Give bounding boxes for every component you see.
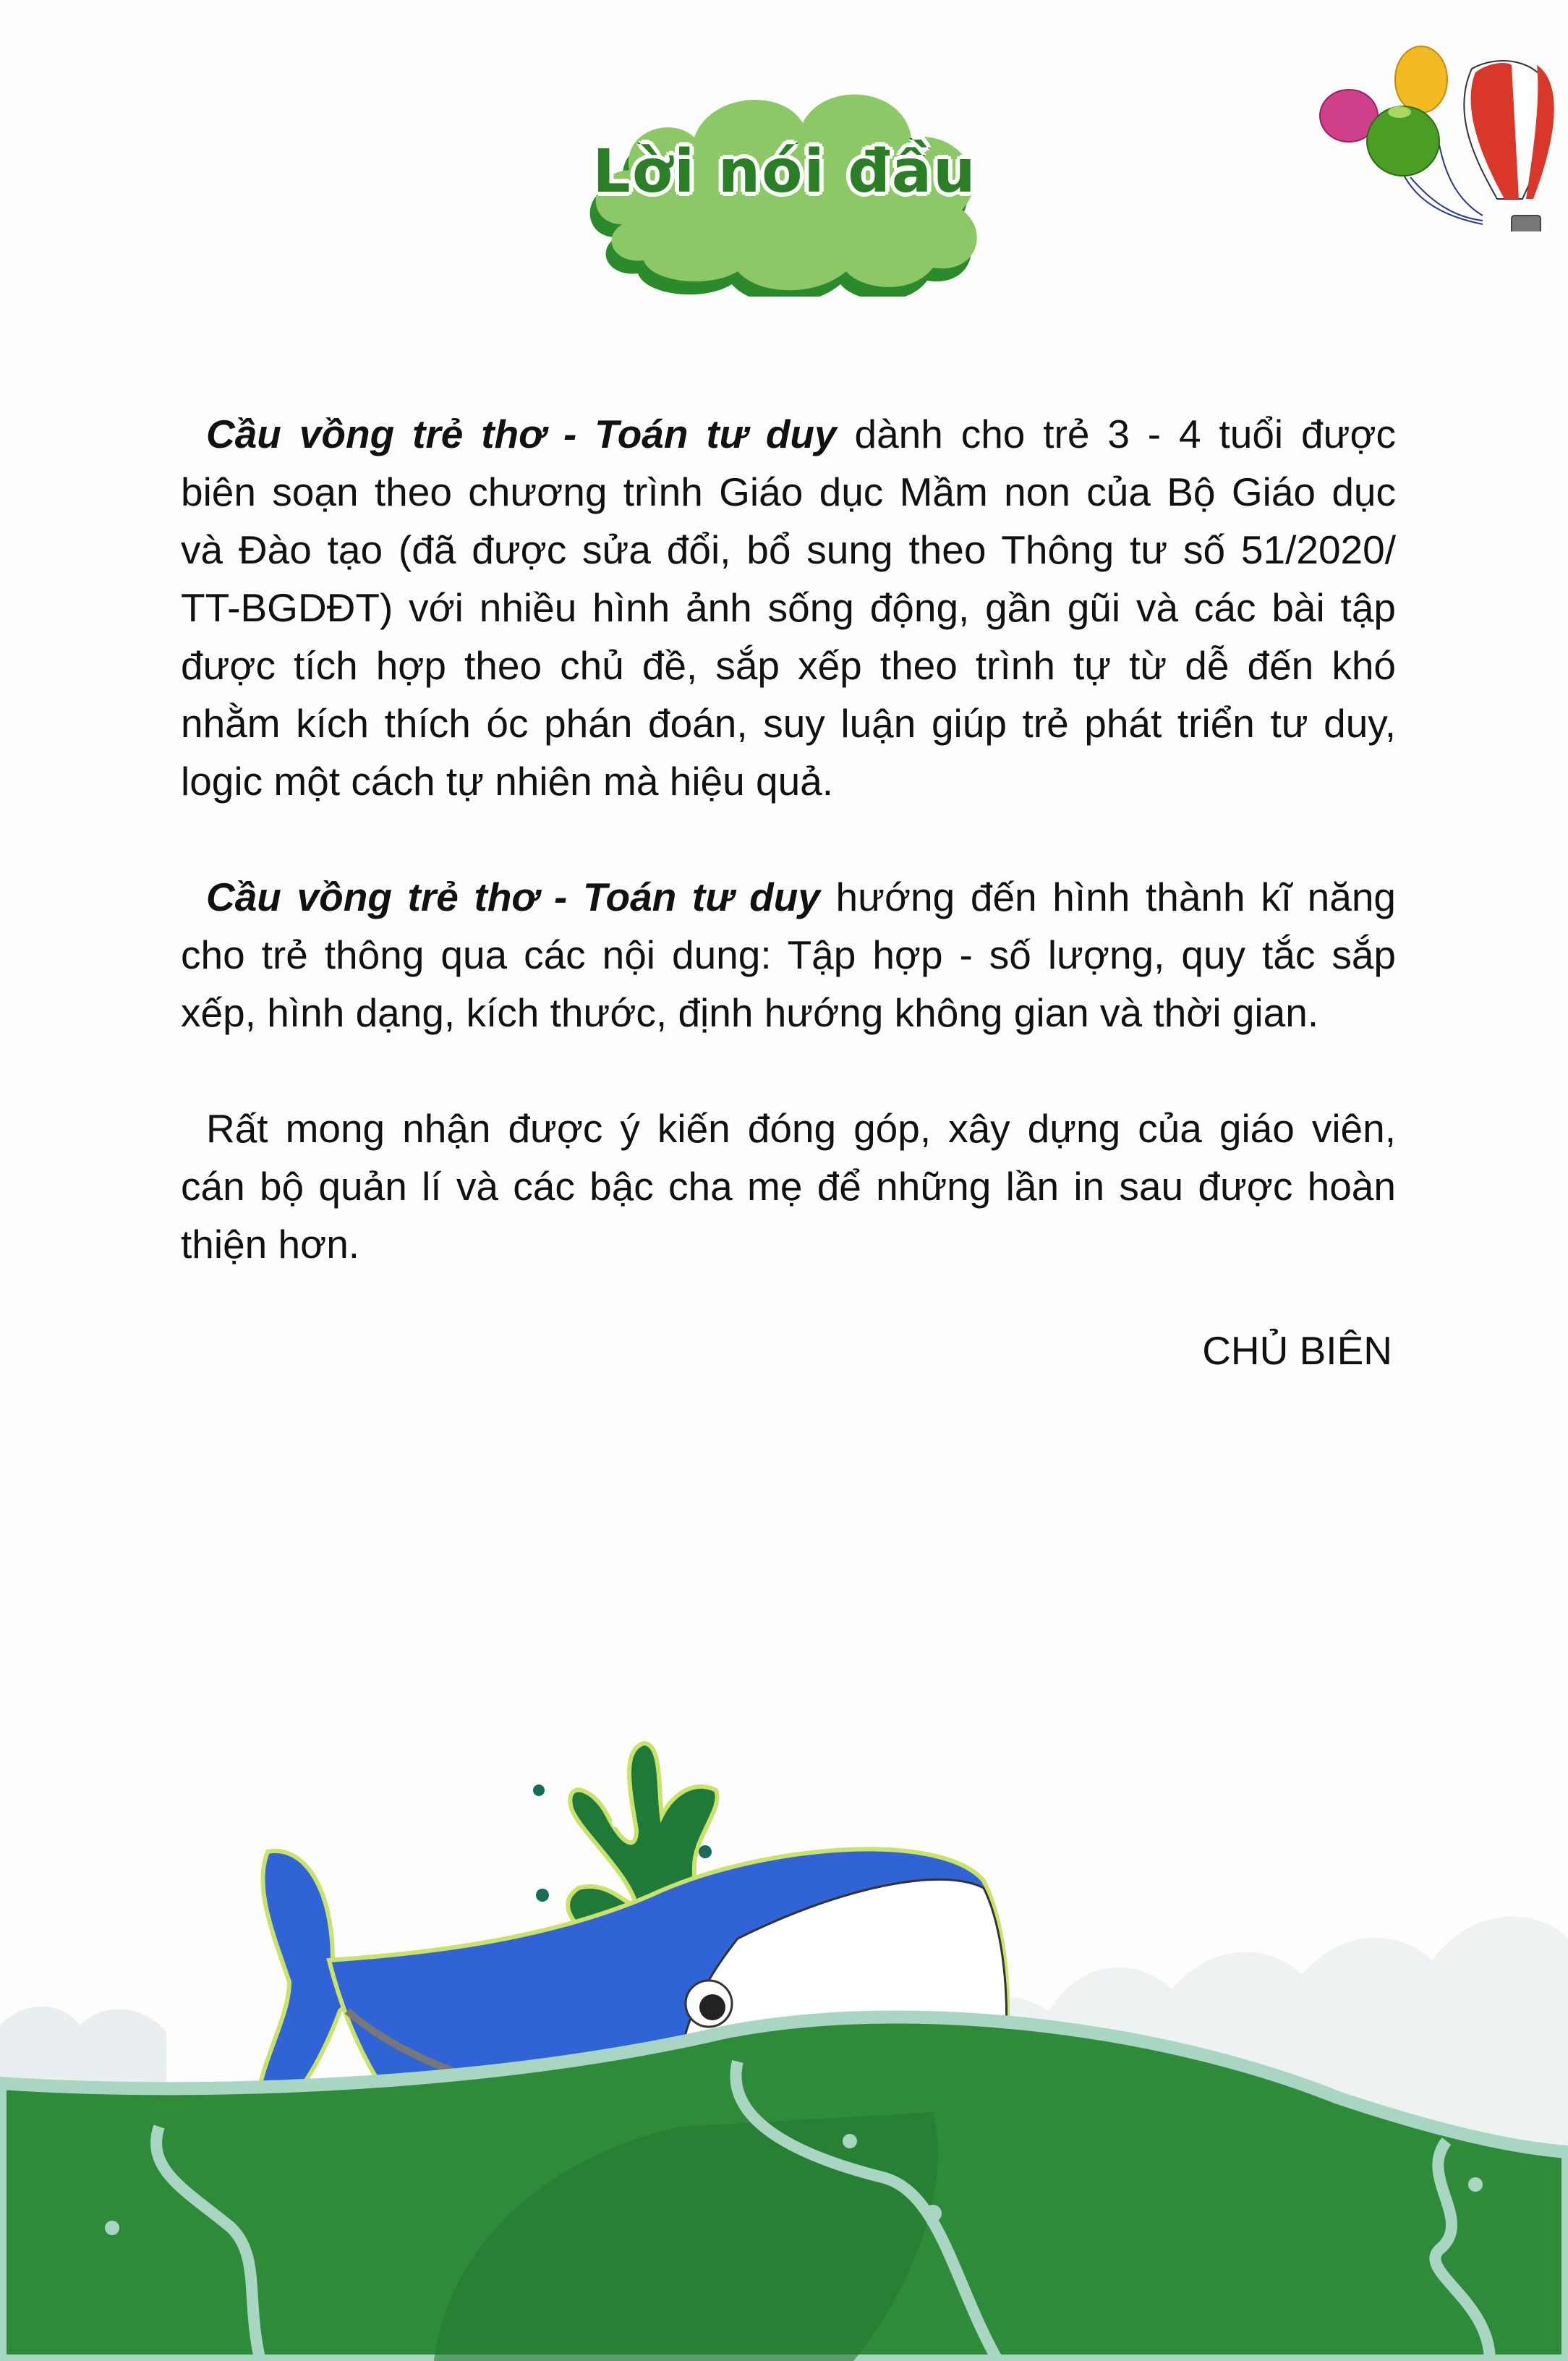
text-line: nhằm kích thích óc phán đoán, suy luận giúp trẻ phát triển tư duy, [181, 701, 1396, 746]
paragraph-skills [181, 868, 1396, 1042]
text-line: thiện hơn. [181, 1222, 360, 1267]
text-span: hướng đến hình thành kĩ năng [819, 875, 1396, 919]
text-line: cán bộ quản lí và các bậc cha mẹ để những lần in sau được hoàn [181, 1164, 1396, 1209]
text-line: cho trẻ thông qua các nội dung: Tập hợp - số lượng, quy tắc sắp [181, 932, 1396, 977]
paragraph-feedback [181, 1099, 1396, 1273]
text-line: biên soạn theo chương trình Giáo dục Mầm non của Bộ Giáo dục [181, 469, 1396, 514]
balloons-icon [1273, 22, 1562, 231]
text-line: và Đào tạo (đã được sửa đổi, bổ sung theo Thông tư số 51/2020/ [181, 527, 1396, 572]
text-line [181, 868, 1396, 926]
page-title: Lời nói đầu [592, 137, 977, 206]
paragraph-intro [181, 405, 1396, 810]
text-line: logic một cách tự nhiên mà hiệu quả. [181, 759, 834, 804]
text-line [181, 405, 1396, 463]
book-title: Cầu vồng trẻ thơ - Toán tư duy [206, 875, 820, 919]
book-title: Cầu vồng trẻ thơ - Toán tư duy [206, 412, 837, 456]
signature: CHỦ BIÊN [1202, 1328, 1392, 1373]
text-span: dành cho trẻ 3 - 4 tuổi được [836, 412, 1397, 456]
text-line: xếp, hình dạng, kích thước, định hướng không gian và thời gian. [181, 990, 1319, 1035]
whale-sea-illustration-icon [0, 1722, 1568, 2361]
text-line: được tích hợp theo chủ đề, sắp xếp theo trình tự từ dễ đến khó [181, 643, 1396, 688]
text-line: Rất mong nhận được ý kiến đóng góp, xây dựng của giáo viên, [206, 1106, 1396, 1151]
text-line: TT-BGDĐT) với nhiều hình ảnh sống động, gần gũi và các bài tập [181, 585, 1396, 630]
